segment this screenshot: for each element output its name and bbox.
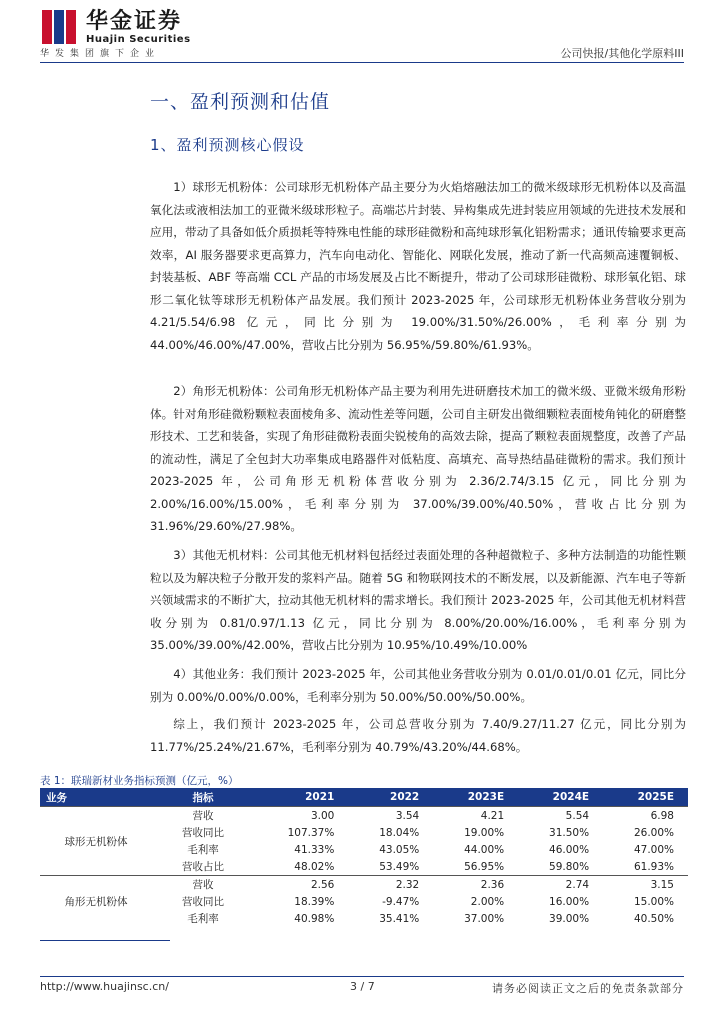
value-cell: 39.00% (549, 912, 590, 925)
logo-mark-icon (40, 8, 80, 46)
value-cell: 19.00% (464, 826, 505, 839)
table-caption: 表 1：联瑞新材业务指标预测（亿元，%） (40, 775, 239, 787)
page-number: 3 / 7 (350, 980, 375, 993)
value-cell: 31.50% (549, 826, 590, 839)
indicator-cell: 营收同比 (182, 827, 224, 839)
value-cell: 35.41% (379, 912, 420, 925)
value-cell: 43.05% (379, 843, 420, 856)
group-tagline: 华发集团旗下企业 (40, 49, 161, 59)
value-cell: 2.32 (348, 876, 433, 894)
paragraph-3: 3）其他无机材料：公司其他无机材料包括经过表面处理的各种超微粒子、多种方法制造的功能性颗粒以及为解决粒子分散开发的浆料产品。随着 5G 和物联网技术的不断发展，以及新能源、汽车电子等新兴领域需求的不断扩大，拉动其他无机材料的需求增长。我们预计 2023-2025 年，公司其他无机材料营收分别为 0.81/0.97/1.13 亿元，同比分别为 8.00%/20.00%/16.00%，毛利率分别为 35.00%/39.00%/42.00%，营收占比分别为 10.95%/10.49%/10.00% (150, 548, 686, 652)
value-cell: 6.98 (603, 807, 688, 825)
value-cell: 2.36 (433, 876, 518, 894)
table-bottom-divider (40, 940, 170, 941)
business-name-cell: 角形无机粉体 (40, 876, 152, 928)
indicator-cell: 营收同比 (182, 896, 224, 908)
value-cell: 47.00% (633, 843, 674, 856)
logo-cn-text: 华金证券 (86, 8, 183, 34)
value-cell: 15.00% (633, 895, 674, 908)
value-cell: 2.74 (518, 876, 603, 894)
value-cell: 40.50% (633, 912, 674, 925)
value-cell: 46.00% (549, 843, 590, 856)
value-cell: 2.00% (470, 895, 505, 908)
header-cell: 2025E (603, 788, 688, 807)
footer-divider (40, 976, 684, 977)
value-cell: 2.56 (254, 876, 348, 894)
indicator-cell: 营收 (152, 807, 254, 825)
value-cell: 16.00% (549, 895, 590, 908)
table-row (40, 876, 688, 894)
paragraph-5: 综上，我们预计 2023-2025 年，公司总营收分别为 7.40/9.27/11.27 亿元，同比分别为 11.77%/25.24%/21.67%，毛利率分别为 40.79%/43.20%/44.68%。 (150, 717, 686, 754)
indicator-cell: 营收 (152, 876, 254, 894)
subsection-title: 1、盈利预测核心假设 (150, 136, 305, 154)
header-cell: 2023E (433, 788, 518, 807)
section-title: 一、盈利预测和估值 (150, 91, 331, 113)
logo-en-text: Huajin Securities (86, 33, 191, 45)
value-cell: 3.54 (348, 807, 433, 825)
value-cell: 59.80% (549, 860, 590, 873)
header-cell: 2021 (254, 788, 348, 807)
table-header-row (40, 788, 688, 807)
value-cell: 41.33% (294, 843, 335, 856)
table-row (40, 807, 688, 825)
disclaimer-note: 请务必阅读正文之后的免责条款部分 (492, 982, 684, 995)
header-cell: 2024E (518, 788, 603, 807)
company-logo (40, 8, 191, 46)
indicator-cell: 毛利率 (187, 913, 219, 925)
value-cell: 26.00% (633, 826, 674, 839)
indicator-cell: 营收占比 (182, 861, 224, 873)
value-cell: 4.21 (433, 807, 518, 825)
value-cell: 3.15 (603, 876, 688, 894)
header-divider (40, 62, 684, 63)
footer-website-link[interactable]: http://www.huajinsc.cn/ (40, 980, 169, 993)
business-name-cell: 球形无机粉体 (40, 807, 152, 876)
value-cell: -9.47% (382, 895, 420, 908)
paragraph-1: 1）球形无机粉体：公司球形无机粉体产品主要分为火焰熔融法加工的微米级球形无机粉体以及高温氧化法或液相法加工的亚微米级球形粒子。高端芯片封装、异构集成先进封装应用领域的先进技术发展和应用，带动了具备如低介质损耗等特殊电性能的球形硅微粉和高纯球形氧化铝粉需求；通讯传输要求更高效率，AI 服务器要求更高算力，汽车向电动化、智能化、网联化发展，推动了新一代高频高速覆铜板、封装基板、ABF 等高端 CCL 产品的市场发展及占比不断提升，带动了公司球形硅微粉、球形氧化铝、球形二氧化钛等球形无机粉体产品发展。我们预计 2023-2025 年，公司球形无机粉体业务营收分别为 4.21/5.54/6.98 亿元，同比分别为 19.00%/31.50%/26.00%，毛利率分别为 44.00%/46.00%/47.00%，营收占比分别为 56.95%/59.80%/61.93%。 (150, 180, 686, 352)
value-cell: 53.49% (379, 860, 420, 873)
report-type: 公司快报/其他化学原料III (560, 47, 684, 60)
header-cell: 指标 (152, 788, 254, 807)
header-cell: 业务 (40, 788, 152, 807)
forecast-table (40, 788, 688, 927)
value-cell: 18.39% (294, 895, 335, 908)
value-cell: 5.54 (518, 807, 603, 825)
value-cell: 56.95% (464, 860, 505, 873)
value-cell: 18.04% (379, 826, 420, 839)
value-cell: 3.00 (254, 807, 348, 825)
paragraph-2: 2）角形无机粉体：公司角形无机粉体产品主要为利用先进研磨技术加工的微米级、亚微米级角形粉体。针对角形硅微粉颗粒表面棱角多、流动性差等问题，公司自主研发出微细颗粒表面棱角钝化的研磨整形技术、工艺和装备，实现了角形硅微粉表面尖锐棱角的高效去除，提高了颗粒表面规整度，改善了产品的流动性，满足了全包封大功率集成电路器件对低粘度、高填充、高导热结晶硅微粉的需求。我们预计 2023-2025 年，公司角形无机粉体营收分别为 2.36/2.74/3.15 亿元，同比分别为 2.00%/16.00%/15.00%，毛利率分别为 37.00%/39.00%/40.50%，营收占比分别为 31.96%/29.60%/27.98%。 (150, 384, 686, 533)
header-cell: 2022 (348, 788, 433, 807)
value-cell: 44.00% (464, 843, 505, 856)
value-cell: 48.02% (294, 860, 335, 873)
value-cell: 37.00% (464, 912, 505, 925)
paragraph-4: 4）其他业务：我们预计 2023-2025 年，公司其他业务营收分别为 0.01/0.01/0.01 亿元，同比分别为 0.00%/0.00%/0.00%，毛利率分别为 50.00%/50.00%/50.00%。 (150, 667, 686, 704)
value-cell: 61.93% (633, 860, 674, 873)
value-cell: 107.37% (287, 826, 335, 839)
indicator-cell: 毛利率 (187, 844, 219, 856)
value-cell: 40.98% (294, 912, 335, 925)
